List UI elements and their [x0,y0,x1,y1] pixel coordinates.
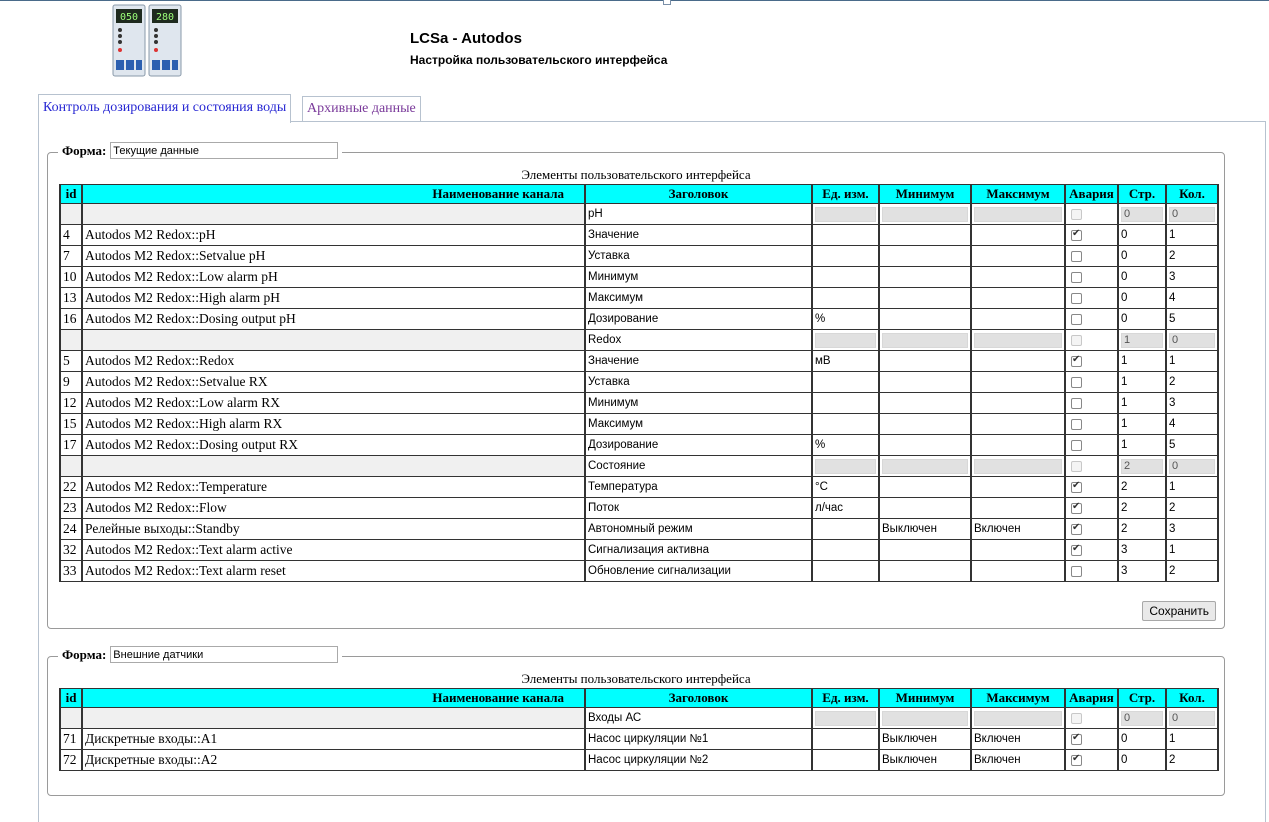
cell-page[interactable]: 2 [1118,498,1166,519]
alarm-checkbox[interactable] [1071,377,1082,388]
cell-max[interactable]: Включен [971,519,1065,540]
table-caption: Элементы пользовательского интерфейса [521,167,751,182]
cell-title[interactable]: Обновление сигнализации [585,561,812,582]
form-current-data [47,142,1225,629]
cell-unit[interactable]: % [812,435,879,456]
col-unit-header: Ед. изм. [812,185,879,204]
alarm-checkbox [1071,713,1082,724]
cell-page[interactable]: 2 [1118,477,1166,498]
cell-alarm [1065,288,1118,309]
cell-channel-name: Autodos M2 Redox::Low alarm RX [82,393,585,414]
cell-id: 12 [60,393,82,414]
cell-channel-name: Autodos M2 Redox::Setvalue RX [82,372,585,393]
table-row [60,267,1218,288]
logo-display-right: 280 [155,12,175,23]
cell-unit[interactable]: мВ [812,351,879,372]
cell-title[interactable]: Автономный режим [585,519,812,540]
cell-id: 71 [60,729,82,750]
alarm-checkbox[interactable] [1071,482,1082,493]
form-legend [58,646,342,663]
page-field-disabled: 1 [1121,333,1163,348]
cell-id: 72 [60,750,82,771]
cell-title[interactable]: Уставка [585,372,812,393]
cell-id: 32 [60,540,82,561]
page-field-disabled: 0 [1121,711,1163,726]
cell-max[interactable] [971,225,1065,246]
cell-title[interactable]: Поток [585,498,812,519]
cell-channel-name: Autodos M2 Redox::Setvalue pH [82,246,585,267]
cell-title[interactable]: Насос циркуляции №2 [585,750,812,771]
count-field-disabled: 0 [1169,459,1215,474]
col-count-header: Кол. [1166,185,1218,204]
cell-unit[interactable]: °C [812,477,879,498]
col-id-header: id [60,185,82,204]
cell-min[interactable] [879,498,971,519]
cell-count[interactable]: 3 [1166,267,1218,288]
unit-field-disabled [815,711,876,726]
cell-id: 13 [60,288,82,309]
cell-max [971,708,1065,729]
max-field-disabled [974,207,1062,222]
save-button[interactable]: Сохранить [1142,601,1216,621]
cell-min[interactable] [879,540,971,561]
col-title-header: Заголовок [585,185,812,204]
col-page-header: Стр. [1118,689,1166,708]
cell-channel-name: Autodos M2 Redox::Text alarm active [82,540,585,561]
cell-count[interactable]: 3 [1166,393,1218,414]
table-row [60,246,1218,267]
cell-alarm [1065,309,1118,330]
cell-title[interactable]: Сигнализация активна [585,540,812,561]
cell-channel-name [82,330,585,351]
cell-title[interactable]: Уставка [585,246,812,267]
cell-channel-name: Релейные выходы::Standby [82,519,585,540]
form-label: Форма: [62,646,107,662]
cell-unit[interactable] [812,393,879,414]
cell-id: 10 [60,267,82,288]
cell-page[interactable]: 3 [1118,561,1166,582]
cell-alarm [1065,750,1118,771]
min-field-disabled [882,459,968,474]
cell-min[interactable] [879,351,971,372]
cell-channel-name [82,204,585,225]
cell-count[interactable]: 1 [1166,477,1218,498]
cell-max[interactable] [971,540,1065,561]
cell-min[interactable] [879,477,971,498]
cell-title[interactable]: Минимум [585,267,812,288]
cell-min[interactable] [879,435,971,456]
cell-id: 22 [60,477,82,498]
cell-alarm [1065,351,1118,372]
tab-archive-data[interactable]: Архивные данные [302,96,421,121]
alarm-checkbox[interactable] [1071,314,1082,325]
cell-unit[interactable] [812,561,879,582]
alarm-checkbox[interactable] [1071,755,1082,766]
unit-field-disabled [815,459,876,474]
cell-id [60,708,82,729]
page-field-disabled: 0 [1121,207,1163,222]
cell-unit[interactable] [812,372,879,393]
cell-channel-name [82,456,585,477]
cell-id: 24 [60,519,82,540]
table-row [60,540,1218,561]
cell-count[interactable]: 2 [1166,561,1218,582]
alarm-checkbox[interactable] [1071,503,1082,514]
cell-min [879,204,971,225]
cell-min [879,330,971,351]
cell-title[interactable]: Redox [585,330,812,351]
cell-page[interactable]: 1 [1118,393,1166,414]
cell-id [60,456,82,477]
cell-page[interactable]: 0 [1118,750,1166,771]
cell-min[interactable] [879,372,971,393]
top-resize-handle[interactable] [663,0,671,5]
table-row [60,393,1218,414]
cell-channel-name: Autodos M2 Redox::Temperature [82,477,585,498]
table-row [60,561,1218,582]
count-field-disabled: 0 [1169,711,1215,726]
cell-min[interactable]: Выключен [879,750,971,771]
count-field-disabled: 0 [1169,333,1215,348]
cell-title[interactable]: Состояние [585,456,812,477]
cell-alarm [1065,372,1118,393]
cell-unit[interactable] [812,519,879,540]
cell-title[interactable]: Температура [585,477,812,498]
table-row [60,309,1218,330]
alarm-checkbox[interactable] [1071,356,1082,367]
cell-unit[interactable] [812,267,879,288]
group-row [60,456,1218,477]
tab-dosing-control[interactable]: Контроль дозирования и состояния воды [38,94,291,123]
cell-channel-name: Autodos M2 Redox::High alarm pH [82,288,585,309]
app-subtitle: Настройка пользовательского интерфейса [410,53,668,67]
alarm-checkbox[interactable] [1071,566,1082,577]
cell-min [879,456,971,477]
cell-max[interactable] [971,288,1065,309]
max-field-disabled [974,333,1062,348]
cell-alarm [1065,519,1118,540]
cell-count[interactable]: 1 [1166,351,1218,372]
cell-count [1166,456,1218,477]
cell-unit[interactable] [812,288,879,309]
form-name-input[interactable] [110,142,338,159]
alarm-checkbox [1071,209,1082,220]
alarm-checkbox[interactable] [1071,230,1082,241]
cell-alarm [1065,729,1118,750]
cell-page[interactable]: 0 [1118,729,1166,750]
cell-title[interactable]: Максимум [585,288,812,309]
cell-count [1166,708,1218,729]
cell-channel-name [82,708,585,729]
cell-alarm [1065,267,1118,288]
alarm-checkbox[interactable] [1071,272,1082,283]
group-row [60,204,1218,225]
cell-id: 16 [60,309,82,330]
col-channel-name-header: Наименование канала [82,185,585,204]
alarm-checkbox[interactable] [1071,419,1082,430]
col-alarm-header: Авария [1065,689,1118,708]
col-alarm-header: Авария [1065,185,1118,204]
table-row [60,351,1218,372]
cell-alarm [1065,246,1118,267]
cell-channel-name: Autodos M2 Redox::Low alarm pH [82,267,585,288]
cell-title[interactable]: pH [585,204,812,225]
cell-alarm [1065,393,1118,414]
table-row [60,750,1218,771]
cell-count[interactable]: 3 [1166,519,1218,540]
table-header-row [60,185,1218,204]
table-row [60,225,1218,246]
cell-count[interactable]: 1 [1166,540,1218,561]
cell-page[interactable]: 1 [1118,435,1166,456]
cell-count [1166,204,1218,225]
cell-alarm [1065,540,1118,561]
col-max-header: Максимум [971,185,1065,204]
cell-title[interactable]: Входы АС [585,708,812,729]
cell-max[interactable] [971,561,1065,582]
cell-page[interactable]: 0 [1118,309,1166,330]
cell-page[interactable]: 0 [1118,246,1166,267]
cell-alarm [1065,561,1118,582]
form-name-input[interactable] [110,646,338,663]
alarm-checkbox[interactable] [1071,440,1082,451]
ui-elements-table [59,184,1219,582]
cell-max [971,330,1065,351]
min-field-disabled [882,207,968,222]
cell-title[interactable]: Значение [585,351,812,372]
cell-page[interactable]: 1 [1118,351,1166,372]
cell-max[interactable]: Включен [971,750,1065,771]
cell-alarm [1065,414,1118,435]
cell-page[interactable]: 2 [1118,519,1166,540]
table-row [60,288,1218,309]
col-min-header: Минимум [879,689,971,708]
cell-min[interactable]: Выключен [879,729,971,750]
ui-elements-table [59,688,1219,771]
cell-unit [812,456,879,477]
cell-id [60,204,82,225]
col-count-header: Кол. [1166,689,1218,708]
alarm-checkbox [1071,461,1082,472]
cell-channel-name: Дискретные входы::A2 [82,750,585,771]
cell-count[interactable]: 1 [1166,729,1218,750]
cell-page[interactable]: 3 [1118,540,1166,561]
cell-min[interactable]: Выключен [879,519,971,540]
max-field-disabled [974,711,1062,726]
count-field-disabled: 0 [1169,207,1215,222]
table-row [60,414,1218,435]
cell-id [60,330,82,351]
cell-channel-name: Autodos M2 Redox::Dosing output RX [82,435,585,456]
cell-count[interactable]: 4 [1166,414,1218,435]
cell-page[interactable]: 1 [1118,372,1166,393]
cell-page [1118,456,1166,477]
table-row [60,435,1218,456]
cell-channel-name: Autodos M2 Redox::High alarm RX [82,414,585,435]
cell-title[interactable]: Дозирование [585,309,812,330]
cell-max [971,456,1065,477]
col-id-header: id [60,689,82,708]
cell-min[interactable] [879,246,971,267]
cell-title[interactable]: Минимум [585,393,812,414]
cell-page[interactable]: 1 [1118,414,1166,435]
cell-unit[interactable] [812,729,879,750]
group-row [60,330,1218,351]
table-row [60,519,1218,540]
cell-alarm [1065,498,1118,519]
cell-page[interactable]: 0 [1118,267,1166,288]
cell-unit [812,708,879,729]
min-field-disabled [882,333,968,348]
col-max-header: Максимум [971,689,1065,708]
cell-id: 5 [60,351,82,372]
cell-max[interactable] [971,372,1065,393]
cell-alarm [1065,225,1118,246]
cell-channel-name: Autodos M2 Redox::Dosing output pH [82,309,585,330]
cell-alarm [1065,330,1118,351]
cell-channel-name: Autodos M2 Redox::Flow [82,498,585,519]
cell-count[interactable]: 1 [1166,225,1218,246]
table-row [60,498,1218,519]
alarm-checkbox[interactable] [1071,251,1082,262]
cell-min[interactable] [879,561,971,582]
cell-max[interactable] [971,498,1065,519]
cell-max[interactable]: Включен [971,729,1065,750]
cell-count[interactable]: 5 [1166,435,1218,456]
cell-title[interactable]: Насос циркуляции №1 [585,729,812,750]
cell-alarm [1065,477,1118,498]
logo-display-left: 050 [119,12,139,23]
cell-min[interactable] [879,393,971,414]
unit-field-disabled [815,333,876,348]
cell-min [879,708,971,729]
app-title: LCSa - Autodos [410,30,522,47]
cell-alarm [1065,435,1118,456]
group-row [60,708,1218,729]
cell-channel-name: Дискретные входы::A1 [82,729,585,750]
cell-count[interactable]: 2 [1166,750,1218,771]
alarm-checkbox[interactable] [1071,293,1082,304]
cell-max[interactable] [971,435,1065,456]
cell-channel-name: Autodos M2 Redox::Text alarm reset [82,561,585,582]
table-row [60,477,1218,498]
cell-title[interactable]: Дозирование [585,435,812,456]
col-title-header: Заголовок [585,689,812,708]
min-field-disabled [882,711,968,726]
col-min-header: Минимум [879,185,971,204]
cell-unit [812,204,879,225]
table-row [60,729,1218,750]
table-row [60,372,1218,393]
cell-title[interactable]: Значение [585,225,812,246]
form-label: Форма: [62,142,107,158]
cell-channel-name: Autodos M2 Redox::Redox [82,351,585,372]
page-field-disabled: 2 [1121,459,1163,474]
cell-page [1118,330,1166,351]
alarm-checkbox [1071,335,1082,346]
alarm-checkbox[interactable] [1071,545,1082,556]
cell-title[interactable]: Максимум [585,414,812,435]
max-field-disabled [974,459,1062,474]
cell-unit[interactable] [812,750,879,771]
cell-page [1118,708,1166,729]
window-top-border [0,0,1269,1]
cell-unit[interactable] [812,414,879,435]
cell-page[interactable]: 0 [1118,288,1166,309]
cell-alarm [1065,456,1118,477]
cell-count[interactable]: 2 [1166,246,1218,267]
cell-id: 7 [60,246,82,267]
cell-max[interactable] [971,477,1065,498]
cell-max[interactable] [971,309,1065,330]
form-external-sensors [47,646,1225,796]
cell-page [1118,204,1166,225]
cell-max [971,204,1065,225]
cell-min[interactable] [879,288,971,309]
cell-unit[interactable] [812,540,879,561]
cell-count [1166,330,1218,351]
alarm-checkbox[interactable] [1071,398,1082,409]
col-page-header: Стр. [1118,185,1166,204]
cell-max[interactable] [971,246,1065,267]
cell-min[interactable] [879,309,971,330]
cell-count[interactable]: 4 [1166,288,1218,309]
cell-count[interactable]: 5 [1166,309,1218,330]
cell-count[interactable]: 2 [1166,372,1218,393]
cell-max[interactable] [971,267,1065,288]
cell-channel-name: Autodos M2 Redox::pH [82,225,585,246]
cell-id: 33 [60,561,82,582]
device-logo-image [112,4,182,77]
cell-max[interactable] [971,351,1065,372]
cell-id: 4 [60,225,82,246]
cell-min[interactable] [879,267,971,288]
alarm-checkbox[interactable] [1071,734,1082,745]
cell-unit[interactable] [812,246,879,267]
cell-unit[interactable]: л/час [812,498,879,519]
cell-unit [812,330,879,351]
cell-unit[interactable]: % [812,309,879,330]
table-caption: Элементы пользовательского интерфейса [521,671,751,686]
form-legend [58,142,342,159]
col-unit-header: Ед. изм. [812,689,879,708]
cell-min[interactable] [879,225,971,246]
cell-max[interactable] [971,393,1065,414]
cell-id: 23 [60,498,82,519]
cell-alarm [1065,204,1118,225]
cell-count[interactable]: 2 [1166,498,1218,519]
cell-max[interactable] [971,414,1065,435]
alarm-checkbox[interactable] [1071,524,1082,535]
cell-alarm [1065,708,1118,729]
cell-unit[interactable] [812,225,879,246]
cell-page[interactable]: 0 [1118,225,1166,246]
table-header-row [60,689,1218,708]
cell-id: 15 [60,414,82,435]
col-channel-name-header: Наименование канала [82,689,585,708]
unit-field-disabled [815,207,876,222]
cell-id: 17 [60,435,82,456]
cell-id: 9 [60,372,82,393]
cell-min[interactable] [879,414,971,435]
